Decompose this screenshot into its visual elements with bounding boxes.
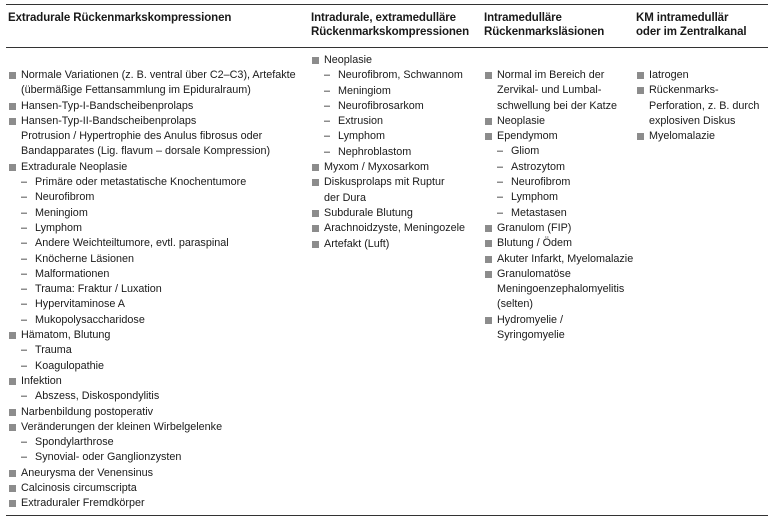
- sub-list-item: [8, 389, 304, 404]
- sub-list-item: [8, 267, 304, 282]
- list-item: [484, 129, 634, 144]
- list-item-text: Granulomatöse Meningoenzephalomyelitis (selten): [497, 267, 625, 311]
- dash-bullet-icon: –: [324, 130, 331, 143]
- dash-bullet-icon: –: [324, 69, 331, 82]
- sub-list-item-text: Metastasen: [511, 206, 567, 219]
- list-item-text: Rückenmarks- Perforation, z. B. durch explosiven Diskus: [649, 84, 760, 127]
- dash-bullet-icon: –: [497, 191, 504, 204]
- dash-bullet-icon: –: [21, 191, 28, 204]
- list-item-text: Extradurale Neoplasie: [21, 160, 128, 173]
- sub-list-item-text: Lymphom: [511, 191, 559, 204]
- list-item: [8, 420, 304, 435]
- list-item: [636, 83, 770, 129]
- sub-list-item-text: Neurofibrom: [511, 176, 571, 189]
- list-item-text: Narbenbildung postoperativ: [21, 405, 154, 418]
- list-item-text: Myxom / Myxosarkom: [324, 161, 429, 174]
- bullet-square-icon: [9, 424, 16, 431]
- sub-list-item: [8, 236, 304, 251]
- sub-list-item-text: Extrusion: [338, 115, 384, 128]
- list-item: [484, 313, 634, 344]
- list-item: [8, 99, 304, 114]
- list-item: [484, 267, 634, 313]
- sub-list-item: [311, 99, 481, 114]
- column-header-intramedullary: Intramedulläre Rückenmarksläsionen: [484, 12, 605, 38]
- sub-list-item-text: Trauma: Fraktur / Luxation: [35, 283, 162, 296]
- dash-bullet-icon: –: [21, 237, 28, 250]
- list-item: [8, 405, 304, 420]
- dash-bullet-icon: –: [21, 283, 28, 296]
- bullet-square-icon: [485, 133, 492, 140]
- list-item: [311, 221, 481, 236]
- sub-list-item-text: Trauma: [35, 344, 72, 357]
- sub-list-item: [8, 297, 304, 312]
- sub-list-item: [8, 359, 304, 374]
- bullet-square-icon: [9, 103, 16, 110]
- bullet-square-icon: [312, 57, 319, 64]
- sub-list-item-text: Andere Weichteiltumore, evtl. paraspinal: [35, 237, 229, 250]
- list-item-text: Subdurale Blutung: [324, 206, 413, 219]
- list-item-text: Ependymom: [497, 130, 558, 143]
- column-header-contrast: KM intramedullär oder im Zentralkanal: [636, 12, 747, 38]
- sub-list-item-text: Neurofibrom, Schwannom: [338, 69, 463, 82]
- list-item-text: Blutung / Ödem: [497, 237, 573, 250]
- list-item: [8, 328, 304, 343]
- sub-list-item: [8, 206, 304, 221]
- sub-list-item: [311, 129, 481, 144]
- dash-bullet-icon: –: [497, 145, 504, 158]
- bullet-square-icon: [485, 271, 492, 278]
- list-item: [636, 129, 770, 144]
- bullet-square-icon: [637, 133, 644, 140]
- bullet-square-icon: [637, 72, 644, 79]
- dash-bullet-icon: –: [21, 390, 28, 403]
- sub-list-item: [484, 175, 634, 190]
- sub-list-item-text: Neurofibrosarkom: [338, 99, 424, 112]
- list-item-text: Myelomalazie: [649, 130, 716, 143]
- bullet-square-icon: [9, 470, 16, 477]
- sub-list-item-text: Lymphom: [35, 221, 83, 234]
- bullet-square-icon: [485, 118, 492, 125]
- list-item: [311, 160, 481, 175]
- bullet-square-icon: [9, 409, 16, 416]
- list-item: [311, 53, 481, 68]
- list-item: [8, 68, 304, 99]
- dash-bullet-icon: –: [21, 436, 28, 449]
- bullet-square-icon: [312, 210, 319, 217]
- dash-bullet-icon: –: [324, 84, 331, 97]
- bullet-square-icon: [9, 118, 16, 125]
- bullet-square-icon: [9, 378, 16, 385]
- sub-list-item: [311, 84, 481, 99]
- list-item-text: Infektion: [21, 374, 62, 387]
- dash-bullet-icon: –: [21, 267, 28, 280]
- sub-list-item-text: Spondylarthrose: [35, 436, 114, 449]
- sub-list-item: [311, 114, 481, 129]
- list-item-text: Diskusprolaps mit Ruptur der Dura: [324, 176, 445, 204]
- list-item-text: Veränderungen der kleinen Wirbelgelenke: [21, 420, 223, 433]
- sub-list-item: [484, 160, 634, 175]
- table-top-rule: [6, 4, 768, 5]
- sub-list-item-text: Koagulopathie: [35, 359, 105, 372]
- list-item: [484, 236, 634, 251]
- list-item-text: Normale Variationen (z. B. ventral über C2–C3), Artefakte (übermäßige Fettansammlung im Epiduralraum): [21, 69, 296, 97]
- list-item-text: Calcinosis circumscripta: [21, 482, 137, 495]
- table-bottom-rule: [6, 515, 768, 516]
- bullet-square-icon: [485, 240, 492, 247]
- list-item: [484, 221, 634, 236]
- table-header-rule: [6, 47, 768, 48]
- dash-bullet-icon: –: [21, 344, 28, 357]
- bullet-square-icon: [9, 72, 16, 79]
- sub-list-item: [8, 190, 304, 205]
- bullet-square-icon: [485, 225, 492, 232]
- bullet-square-icon: [9, 164, 16, 171]
- list-item-text: Hansen-Typ-II-Bandscheibenprolaps Protrusion / Hypertrophie des Anulus fibrosus oder Bandapparates (Lig. flavum – dorsale Kompression): [21, 114, 271, 158]
- dash-bullet-icon: –: [21, 313, 28, 326]
- list-item-text: Hämatom, Blutung: [21, 329, 111, 342]
- column-list-contrast: [636, 68, 770, 144]
- sub-list-item: [311, 145, 481, 160]
- sub-list-item-text: Mukopolysaccharidose: [35, 313, 145, 326]
- bullet-square-icon: [9, 485, 16, 492]
- list-item-text: Aneurysma der Venensinus: [21, 466, 154, 479]
- column-list-intramedullary: [484, 68, 634, 343]
- list-item: [311, 175, 481, 206]
- list-item-text: Akuter Infarkt, Myelomalazie: [497, 252, 634, 265]
- bullet-square-icon: [9, 332, 16, 339]
- dash-bullet-icon: –: [324, 99, 331, 112]
- list-item: [484, 114, 634, 129]
- sub-list-item: [8, 221, 304, 236]
- dash-bullet-icon: –: [497, 206, 504, 219]
- list-item-text: Arachnoidzyste, Meningozele: [324, 222, 466, 235]
- sub-list-item-text: Gliom: [511, 145, 540, 158]
- sub-list-item-text: Astrozytom: [511, 160, 565, 173]
- column-header-extradural: Extradurale Rückenmarkskompressionen: [8, 12, 232, 24]
- sub-list-item: [484, 190, 634, 205]
- list-item-text: Neoplasie: [324, 54, 373, 66]
- column-header-intradural: Intradurale, extramedulläre Rückenmarkskompressionen: [311, 12, 470, 38]
- sub-list-item: [8, 175, 304, 190]
- bullet-square-icon: [485, 317, 492, 324]
- list-item-text: Artefakt (Luft): [324, 237, 390, 250]
- bullet-square-icon: [312, 225, 319, 232]
- list-item: [311, 237, 481, 252]
- list-item-text: Neoplasie: [497, 114, 546, 127]
- list-item: [484, 68, 634, 114]
- sub-list-item: [8, 282, 304, 297]
- sub-list-item-text: Meningiom: [338, 84, 391, 97]
- sub-list-item-text: Nephroblastom: [338, 145, 412, 158]
- sub-list-item: [484, 144, 634, 159]
- dash-bullet-icon: –: [324, 115, 331, 128]
- dash-bullet-icon: –: [497, 160, 504, 173]
- bullet-square-icon: [312, 179, 319, 186]
- list-item-text: Granulom (FIP): [497, 221, 572, 234]
- dash-bullet-icon: –: [497, 176, 504, 189]
- sub-list-item-text: Malformationen: [35, 267, 110, 280]
- sub-list-item-text: Meningiom: [35, 206, 88, 219]
- list-item: [636, 68, 770, 83]
- list-item-text: Hydromyelie / Syringomyelie: [497, 313, 565, 342]
- list-item: [8, 114, 304, 160]
- sub-list-item-text: Hypervitaminose A: [35, 298, 126, 311]
- bullet-square-icon: [637, 87, 644, 94]
- bullet-square-icon: [9, 500, 16, 507]
- bullet-square-icon: [485, 256, 492, 263]
- sub-list-item: [8, 435, 304, 450]
- dash-bullet-icon: –: [21, 206, 28, 219]
- list-item: [484, 252, 634, 267]
- list-item: [8, 496, 304, 511]
- dash-bullet-icon: –: [21, 359, 28, 372]
- sub-list-item-text: Lymphom: [338, 130, 386, 143]
- dash-bullet-icon: –: [324, 145, 331, 158]
- sub-list-item-text: Neurofibrom: [35, 191, 95, 204]
- list-item: [8, 374, 304, 389]
- bullet-square-icon: [312, 164, 319, 171]
- list-item: [8, 466, 304, 481]
- list-item-text: Normal im Bereich der Zervikal- und Lumbal- schwellung bei der Katze: [497, 69, 618, 112]
- sub-list-item-text: Abszess, Diskospondylitis: [35, 390, 160, 403]
- bullet-square-icon: [485, 72, 492, 79]
- sub-list-item: [8, 450, 304, 465]
- sub-list-item-text: Knöcherne Läsionen: [35, 252, 135, 265]
- list-item: [311, 206, 481, 221]
- dash-bullet-icon: –: [21, 451, 28, 464]
- sub-list-item-text: Primäre oder metastatische Knochentumore: [35, 176, 247, 189]
- column-list-intradural: [311, 53, 481, 252]
- dash-bullet-icon: –: [21, 298, 28, 311]
- sub-list-item-text: Synovial- oder Ganglionzysten: [35, 451, 182, 464]
- list-item-text: Hansen-Typ-I-Bandscheibenprolaps: [21, 99, 194, 112]
- bullet-square-icon: [312, 241, 319, 248]
- sub-list-item: [8, 343, 304, 358]
- list-item-text: Iatrogen: [649, 69, 689, 81]
- list-item: [8, 160, 304, 175]
- column-list-extradural: [8, 68, 304, 512]
- sub-list-item: [484, 206, 634, 221]
- list-item: [8, 481, 304, 496]
- sub-list-item: [8, 252, 304, 267]
- sub-list-item: [8, 313, 304, 328]
- list-item-text: Extraduraler Fremdkörper: [21, 497, 145, 510]
- dash-bullet-icon: –: [21, 176, 28, 189]
- dash-bullet-icon: –: [21, 252, 28, 265]
- sub-list-item: [311, 68, 481, 83]
- dash-bullet-icon: –: [21, 221, 28, 234]
